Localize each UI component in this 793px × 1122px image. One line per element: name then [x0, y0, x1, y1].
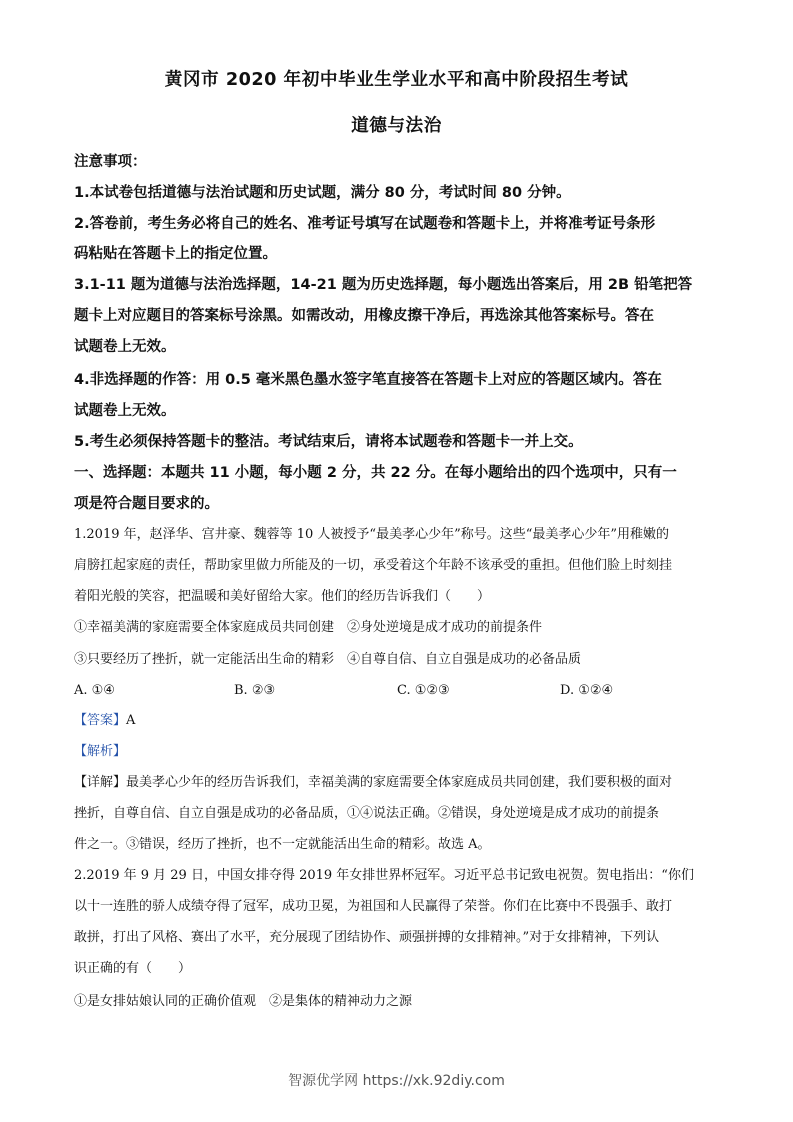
answer-tag: 【答案】: [74, 713, 127, 728]
option-b: B. ②③: [234, 683, 276, 698]
notice-item: 试题卷上无效。: [74, 339, 176, 355]
analysis-line: [74, 742, 724, 762]
section-heading: 一、选择题：本题共 11 小题，每小题 2 分，共 22 分。在每小题给出的四个选项中，只有一: [74, 465, 677, 481]
answer-value: A: [126, 713, 136, 728]
exam-title: 黄冈市 2020 年初中毕业生学业水平和高中阶段招生考试: [164, 70, 629, 90]
notice-item: 4.非选择题的作答：用 0.5 毫米黑色墨水签字笔直接答在答题卡上对应的答题区域内。答在: [74, 372, 662, 388]
analysis-tag: 【解析】: [74, 744, 127, 759]
notice-heading: 注意事项：: [74, 154, 147, 170]
question-1-statement: ①幸福美满的家庭需要全体家庭成员共同创建 ②身处逆境是成才成功的前提条件: [74, 620, 543, 635]
question-1-text: 肩膀扛起家庭的责任，帮助家里做力所能及的一切，承受着这个年龄不该承受的重担。但他们脸上时刻挂: [74, 558, 673, 573]
option-d: D. ①②④: [560, 683, 614, 698]
footer-watermark: 智源优学网 https://xk.92diy.com: [288, 1073, 505, 1089]
detail-text: 挫折，自尊自信、自立自强是成功的必备品质，①④说法正确。②错误，身处逆境是成才成功的前提条: [74, 806, 660, 821]
notice-item: 码粘贴在答题卡上的指定位置。: [74, 246, 277, 262]
detail-tag: 【详解】: [74, 775, 127, 790]
question-2-text: 识正确的有（ ）: [74, 961, 192, 976]
question-1-options: [74, 681, 724, 701]
question-1-text: 1.2019 年，赵泽华、宫井豪、魏蓉等 10 人被授予“最美孝心少年”称号。这些“最美孝心少年”用稚嫩的: [74, 527, 670, 542]
option-a: A. ①④: [74, 683, 115, 698]
notice-item: 3.1-11 题为道德与法治选择题，14-21 题为历史选择题，每小题选出答案后，用 2B 铅笔把答: [74, 277, 693, 293]
subject-title: 道德与法治: [351, 116, 442, 136]
notice-item: 题卡上对应题目的答案标号涂黑。如需改动，用橡皮擦干净后，再选涂其他答案标号。答在: [74, 308, 654, 324]
option-c: C. ①②③: [397, 683, 450, 698]
notice-item: 5.考生必须保持答题卡的整洁。考试结束后，请将本试题卷和答题卡一并上交。: [74, 434, 583, 450]
answer-line: [74, 711, 724, 731]
question-2-text: 2.2019 年 9 月 29 日，中国女排夺得 2019 年女排世界杯冠军。习近平总书记致电祝贺。贺电指出：“你们: [74, 868, 694, 883]
section-heading: 项是符合题目要求的。: [74, 496, 219, 512]
detail-text: 最美孝心少年的经历告诉我们，幸福美满的家庭需要全体家庭成员共同创建，我们要积极的面对: [126, 775, 673, 790]
detail-line: [74, 773, 724, 793]
question-1-text: 着阳光般的笑容，把温暖和美好留给大家。他们的经历告诉我们（ ）: [74, 589, 491, 604]
question-2-text: 敢拼，打出了风格、赛出了水平，充分展现了团结协作、顽强拼搏的女排精神。”对于女排精神，下列认: [74, 930, 660, 945]
question-2-statement: ①是女排姑娘认同的正确价值观 ②是集体的精神动力之源: [74, 994, 413, 1009]
question-2-text: 以十一连胜的骄人成绩夺得了冠军，成功卫冕，为祖国和人民赢得了荣誉。你们在比赛中不畏强手、敢打: [74, 899, 673, 914]
notice-item: 试题卷上无效。: [74, 403, 176, 419]
notice-item: 1.本试卷包括道德与法治试题和历史试题，满分 80 分，考试时间 80 分钟。: [74, 185, 571, 201]
detail-text: 件之一。③错误，经历了挫折，也不一定就能活出生命的精彩。故选 A。: [74, 837, 491, 852]
question-1-statement: ③只要经历了挫折，就一定能活出生命的精彩 ④自尊自信、自立自强是成功的必备品质: [74, 652, 582, 667]
notice-item: 2.答卷前，考生务必将自己的姓名、准考证号填写在试题卷和答题卡上，并将准考证号条形: [74, 216, 656, 232]
